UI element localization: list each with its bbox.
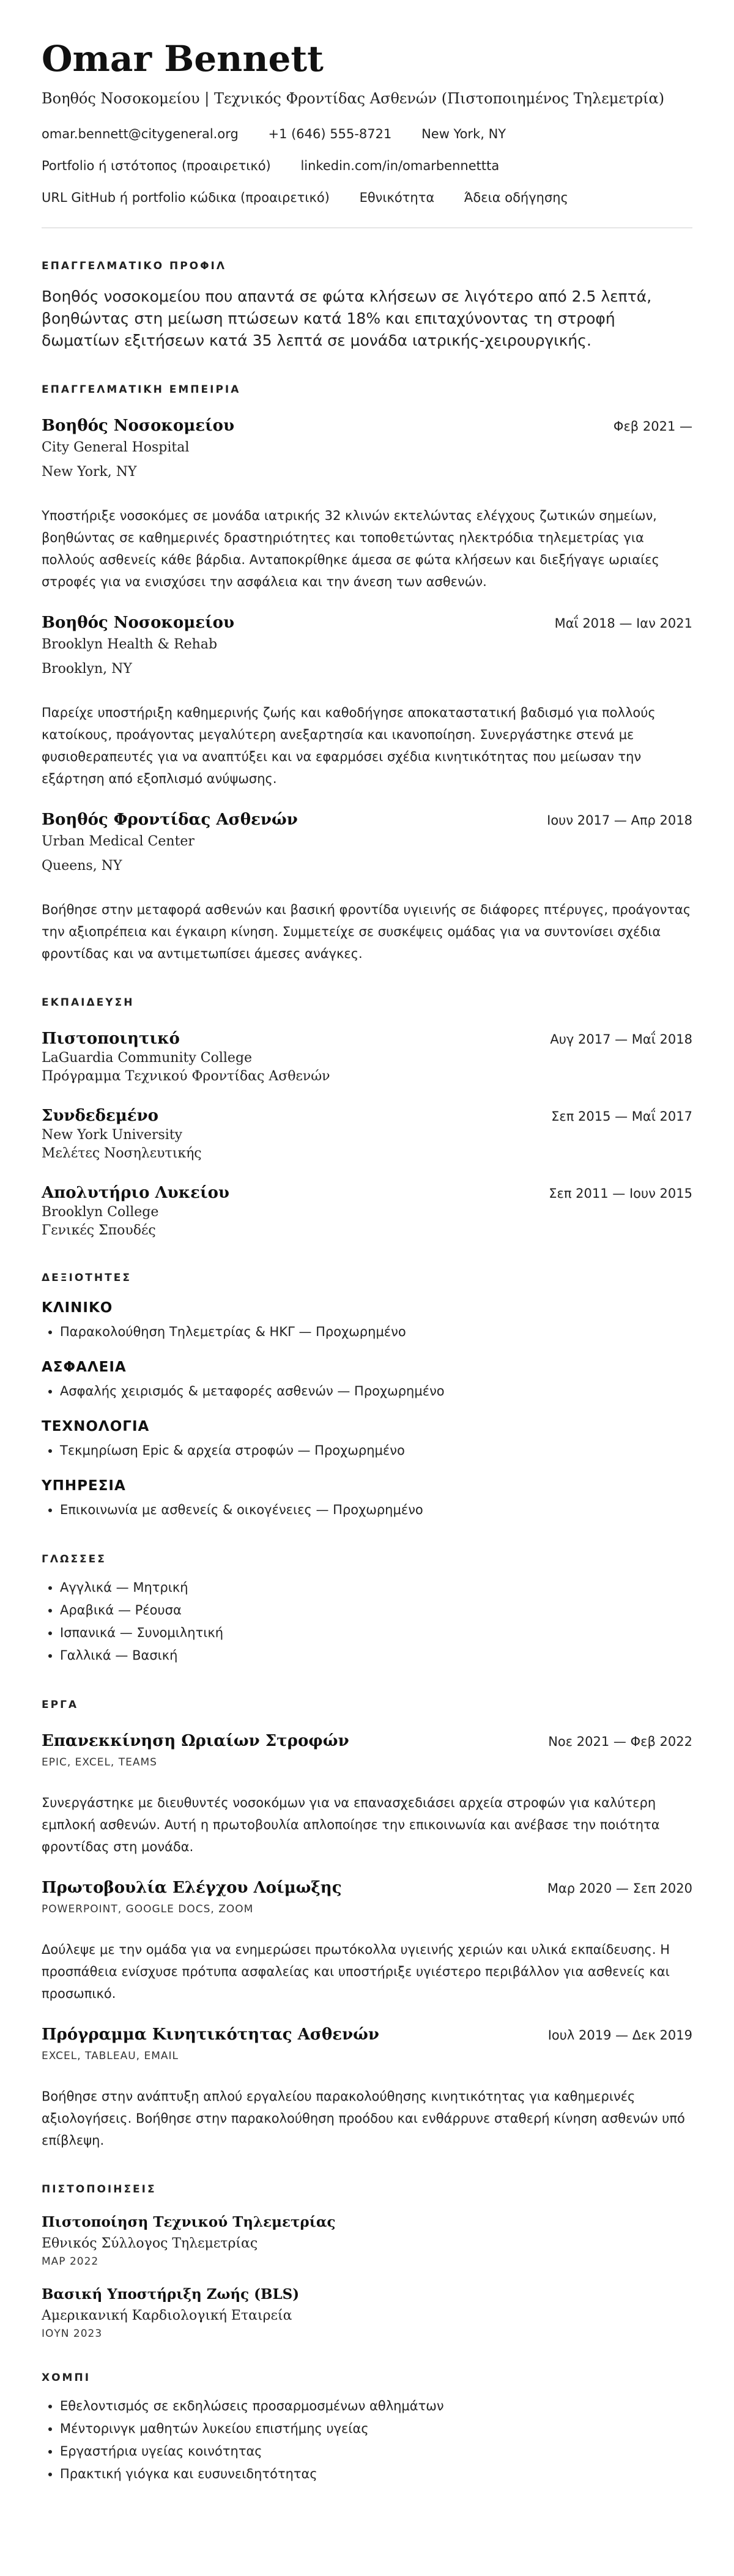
- contact-email[interactable]: omar.bennett@citygeneral.org: [42, 127, 239, 141]
- hobbies-section-title: ΧΟΜΠΙ: [42, 2372, 91, 2384]
- skill-item: • Ασφαλής χειρισμός & μεταφορές ασθενών — Προχωρημένο: [60, 1380, 692, 1403]
- languages-section-title: ΓΛΩΣΣΕΣ: [42, 1553, 106, 1565]
- job-location: New York, NY: [42, 464, 137, 480]
- job-description: Παρείχε υποστήριξη καθημερινής ζωής και καθοδήγησε αποκαταστατική βαδισμό για πολλούς κατοίκους, προάγοντας μεγαλύτερη ανεξαρτησία και ικανοποίηση. Συνεργάστηκε στενά με φυσιοθεραπευτές για να αναπτύξει και να εφαρμόσει σχέδια κινητικότητας που μείωσαν την εξάρτηση από εξοπλισμό ανύψωσης.: [42, 705, 656, 786]
- contact-phone[interactable]: +1 (646) 555-8721: [268, 127, 392, 141]
- profile-summary: Βοηθός νοσοκομείου που απαντά σε φώτα κλήσεων σε λιγότερο από 2.5 λεπτά, βοηθώντας στη μείωση πτώσεων κατά 18% και επιταχύνοντας τη στροφή δωματίων εξιτήσεων κατά 35 λεπτά σε μονάδα ιατρικής-χειρουργικής.: [42, 288, 652, 349]
- job-employer: Brooklyn Health & Rehab: [42, 637, 218, 652]
- contact-nationality: Εθνικότητα: [359, 190, 435, 205]
- candidate-name: Omar Bennett: [42, 38, 324, 80]
- job-description: Υποστήριξε νοσοκόμες σε μονάδα ιατρικής 32 κλινών εκτελώντας ελέγχους ζωτικών σημείων, βοηθώντας σε καθημερινές δραστηριότητες και τοποθετώντας ηλεκτρόδια τηλεμετρίας για πολλούς ασθενείς κάθε βάρδια. Ανταποκρίθηκε άμεσα σε φώτα κλήσεων και διεξήγαγε ωριαίες στροφές για να ενισχύσει την ασφάλεια και την άνεση των ασθενών.: [42, 508, 659, 589]
- education-entry: [42, 1028, 692, 1086]
- contact-driving-license: Άδεια οδήγησης: [464, 190, 568, 205]
- certification-name: Βασική Υποστήριξη Ζωής (BLS): [42, 2286, 300, 2303]
- study-field: Πρόγραμμα Τεχνικού Φροντίδας Ασθενών: [42, 1069, 330, 1084]
- hobby-item: • Μέντορινγκ μαθητών λυκείου επιστήμης υγείας: [60, 2418, 692, 2440]
- skill-item: • Παρακολούθηση Τηλεμετρίας & ΗΚΓ — Προχωρημένο: [60, 1321, 692, 1343]
- certification-issuer: Εθνικός Σύλλογος Τηλεμετρίας: [42, 2236, 258, 2251]
- skill-item: • Τεκμηρίωση Epic & αρχεία στροφών — Προχωρημένο: [60, 1439, 692, 1462]
- degree-title: Απολυτήριο Λυκείου: [42, 1184, 229, 1202]
- job-title: Βοηθός Νοσοκομείου: [42, 614, 235, 632]
- certification-entry: [42, 2213, 692, 2268]
- project-dates: Νοε 2021 — Φεβ 2022: [548, 1734, 692, 1749]
- projects-section-title: ΕΡΓΑ: [42, 1699, 79, 1711]
- skills-section: [42, 1272, 692, 1521]
- school-name: New York University: [42, 1127, 183, 1143]
- languages-section: [42, 1553, 692, 1667]
- study-field: Γενικές Σπουδές: [42, 1223, 156, 1238]
- job-location: Brooklyn, NY: [42, 661, 132, 677]
- hobby-item: • Εργαστήρια υγείας κοινότητας: [60, 2440, 692, 2463]
- certifications-section-title: ΠΙΣΤΟΠΟΙΗΣΕΙΣ: [42, 2183, 157, 2196]
- project-tools: EPIC, EXCEL, TEAMS: [42, 1756, 157, 1769]
- contact-row-2: [42, 157, 692, 175]
- project-description: Συνεργάστηκε με διευθυντές νοσοκόμων για να επανασχεδιάσει αρχεία στροφών για καλύτερη εμπλοκή ασθενών. Αυτή η πρωτοβουλία απλοποίησε την επικοινωνία και ανέβασε την ποιότητα φροντίδας στη μονάδα.: [42, 1795, 660, 1854]
- contact-linkedin[interactable]: linkedin.com/in/omarbennettta: [300, 158, 500, 173]
- job-dates: Ιουν 2017 — Απρ 2018: [547, 813, 692, 828]
- language-item: • Ισπανικά — Συνομιλητική: [60, 1622, 692, 1644]
- education-dates: Σεπ 2011 — Ιουν 2015: [549, 1186, 692, 1201]
- experience-section: [42, 384, 692, 965]
- education-dates: Σεπ 2015 — Μαΐ 2017: [551, 1109, 692, 1124]
- skills-section-title: ΔΕΞΙΟΤΗΤΕΣ: [42, 1272, 132, 1284]
- job-dates: Μαΐ 2018 — Ιαν 2021: [554, 616, 692, 631]
- project-description: Δούλεψε με την ομάδα για να ενημερώσει πρωτόκολλα υγιεινής χεριών και υλικά εκπαίδευσης. Η προσπάθεια ενίσχυσε πρότυπα ασφαλείας και υποστήριξε υγιέστερο περιβάλλον για ασθενείς και προσωπικό.: [42, 1942, 670, 2001]
- project-entry: [42, 1877, 692, 2005]
- project-dates: Ιουλ 2019 — Δεκ 2019: [547, 2028, 692, 2043]
- job-description: Βοήθησε στην μεταφορά ασθενών και βασική φροντίδα υγιεινής σε διάφορες πτέρυγες, προάγοντας την αξιοπρέπεια και έγκαιρη κίνηση. Συμμετείχε σε συσκέψεις ομάδας για να συντονίσει σχέδια φροντίδας και να αντιμετωπίσει άμεσες ανάγκες.: [42, 902, 691, 961]
- project-name: Πρόγραμμα Κινητικότητας Ασθενών: [42, 2025, 379, 2044]
- experience-entry: [42, 809, 692, 965]
- language-item: • Αραβικά — Ρέουσα: [60, 1599, 692, 1622]
- job-dates: Φεβ 2021 —: [613, 419, 692, 434]
- school-name: Brooklyn College: [42, 1204, 159, 1220]
- certification-issuer: Αμερικανική Καρδιολογική Εταιρεία: [42, 2308, 292, 2323]
- study-field: Μελέτες Νοσηλευτικής: [42, 1146, 202, 1161]
- certifications-section: [42, 2183, 692, 2340]
- skill-item: • Επικοινωνία με ασθενείς & οικογένειες — Προχωρημένο: [60, 1499, 692, 1521]
- hobby-item: • Εθελοντισμός σε εκδηλώσεις προσαρμοσμένων αθλημάτων: [60, 2395, 692, 2418]
- project-entry: [42, 1731, 692, 1858]
- contact-location: New York, NY: [421, 127, 506, 141]
- project-entry: [42, 2024, 692, 2151]
- skill-list: [42, 1439, 692, 1462]
- project-name: Επανεκκίνηση Ωριαίων Στροφών: [42, 1732, 349, 1750]
- job-title: Βοηθός Νοσοκομείου: [42, 417, 235, 435]
- experience-entry: [42, 415, 692, 593]
- skill-list: [42, 1499, 692, 1521]
- job-employer: Urban Medical Center: [42, 834, 195, 849]
- projects-section: [42, 1699, 692, 2151]
- project-tools: EXCEL, TABLEAU, EMAIL: [42, 2050, 179, 2062]
- certification-date: ΙΟΥΝ 2023: [42, 2328, 103, 2340]
- language-item: • Αγγλικά — Μητρική: [60, 1576, 692, 1599]
- contact-portfolio[interactable]: Portfolio ή ιστότοπος (προαιρετικό): [42, 158, 271, 173]
- project-name: Πρωτοβουλία Ελέγχου Λοίμωξης: [42, 1879, 342, 1897]
- certification-name: Πιστοποίηση Τεχνικού Τηλεμετρίας: [42, 2214, 336, 2230]
- education-dates: Αυγ 2017 — Μαΐ 2018: [550, 1032, 692, 1047]
- project-tools: POWERPOINT, GOOGLE DOCS, ZOOM: [42, 1903, 254, 1915]
- contact-row-1: [42, 125, 692, 143]
- contact-row-3: [42, 188, 692, 207]
- education-section: [42, 997, 692, 1240]
- skill-category: ΥΠΗΡΕΣΙΑ: [42, 1478, 126, 1494]
- degree-title: Συνδεδεμένο: [42, 1107, 158, 1125]
- skill-category: ΑΣΦΑΛΕΙΑ: [42, 1359, 127, 1375]
- profile-section: [42, 260, 692, 352]
- education-entry: [42, 1105, 692, 1163]
- resume-header: [42, 38, 692, 228]
- hobby-item: • Πρακτική γιόγκα και ευσυνειδητότητας: [60, 2463, 692, 2485]
- job-title: Βοηθός Φροντίδας Ασθενών: [42, 811, 298, 829]
- candidate-headline: Βοηθός Νοσοκομείου | Τεχνικός Φροντίδας Ασθενών (Πιστοποιημένος Τηλεμετρία): [42, 90, 665, 107]
- certification-date: ΜΑΡ 2022: [42, 2255, 99, 2268]
- hobbies-list: [42, 2395, 692, 2485]
- experience-entry: [42, 612, 692, 790]
- experience-section-title: ΕΠΑΓΓΕΛΜΑΤΙΚΗ ΕΜΠΕΙΡΙΑ: [42, 384, 241, 396]
- skill-category: ΤΕΧΝΟΛΟΓΙΑ: [42, 1419, 150, 1435]
- certification-entry: [42, 2285, 692, 2340]
- contact-github[interactable]: URL GitHub ή portfolio κώδικα (προαιρετικό): [42, 190, 330, 205]
- profile-section-title: ΕΠΑΓΓΕΛΜΑΤΙΚΟ ΠΡΟΦΙΛ: [42, 260, 227, 272]
- languages-list: [42, 1576, 692, 1667]
- education-entry: [42, 1182, 692, 1240]
- job-location: Queens, NY: [42, 858, 122, 874]
- degree-title: Πιστοποιητικό: [42, 1030, 180, 1048]
- skill-list: [42, 1321, 692, 1343]
- hobbies-section: [42, 2372, 692, 2485]
- education-section-title: ΕΚΠΑΙΔΕΥΣΗ: [42, 997, 135, 1009]
- school-name: LaGuardia Community College: [42, 1050, 253, 1066]
- project-description: Βοήθησε στην ανάπτυξη απλού εργαλείου παρακολούθησης κινητικότητας για καθημερινές αξιολογήσεις. Βοήθησε στην παρακολούθηση προόδου και ενθάρρυνε σταθερή κίνηση ασθενών υπό επίβλεψη.: [42, 2089, 685, 2148]
- language-item: • Γαλλικά — Βασική: [60, 1644, 692, 1667]
- skill-category: ΚΛΙΝΙΚΟ: [42, 1300, 113, 1316]
- project-dates: Μαρ 2020 — Σεπ 2020: [547, 1881, 692, 1896]
- skill-list: [42, 1380, 692, 1403]
- job-employer: City General Hospital: [42, 440, 190, 455]
